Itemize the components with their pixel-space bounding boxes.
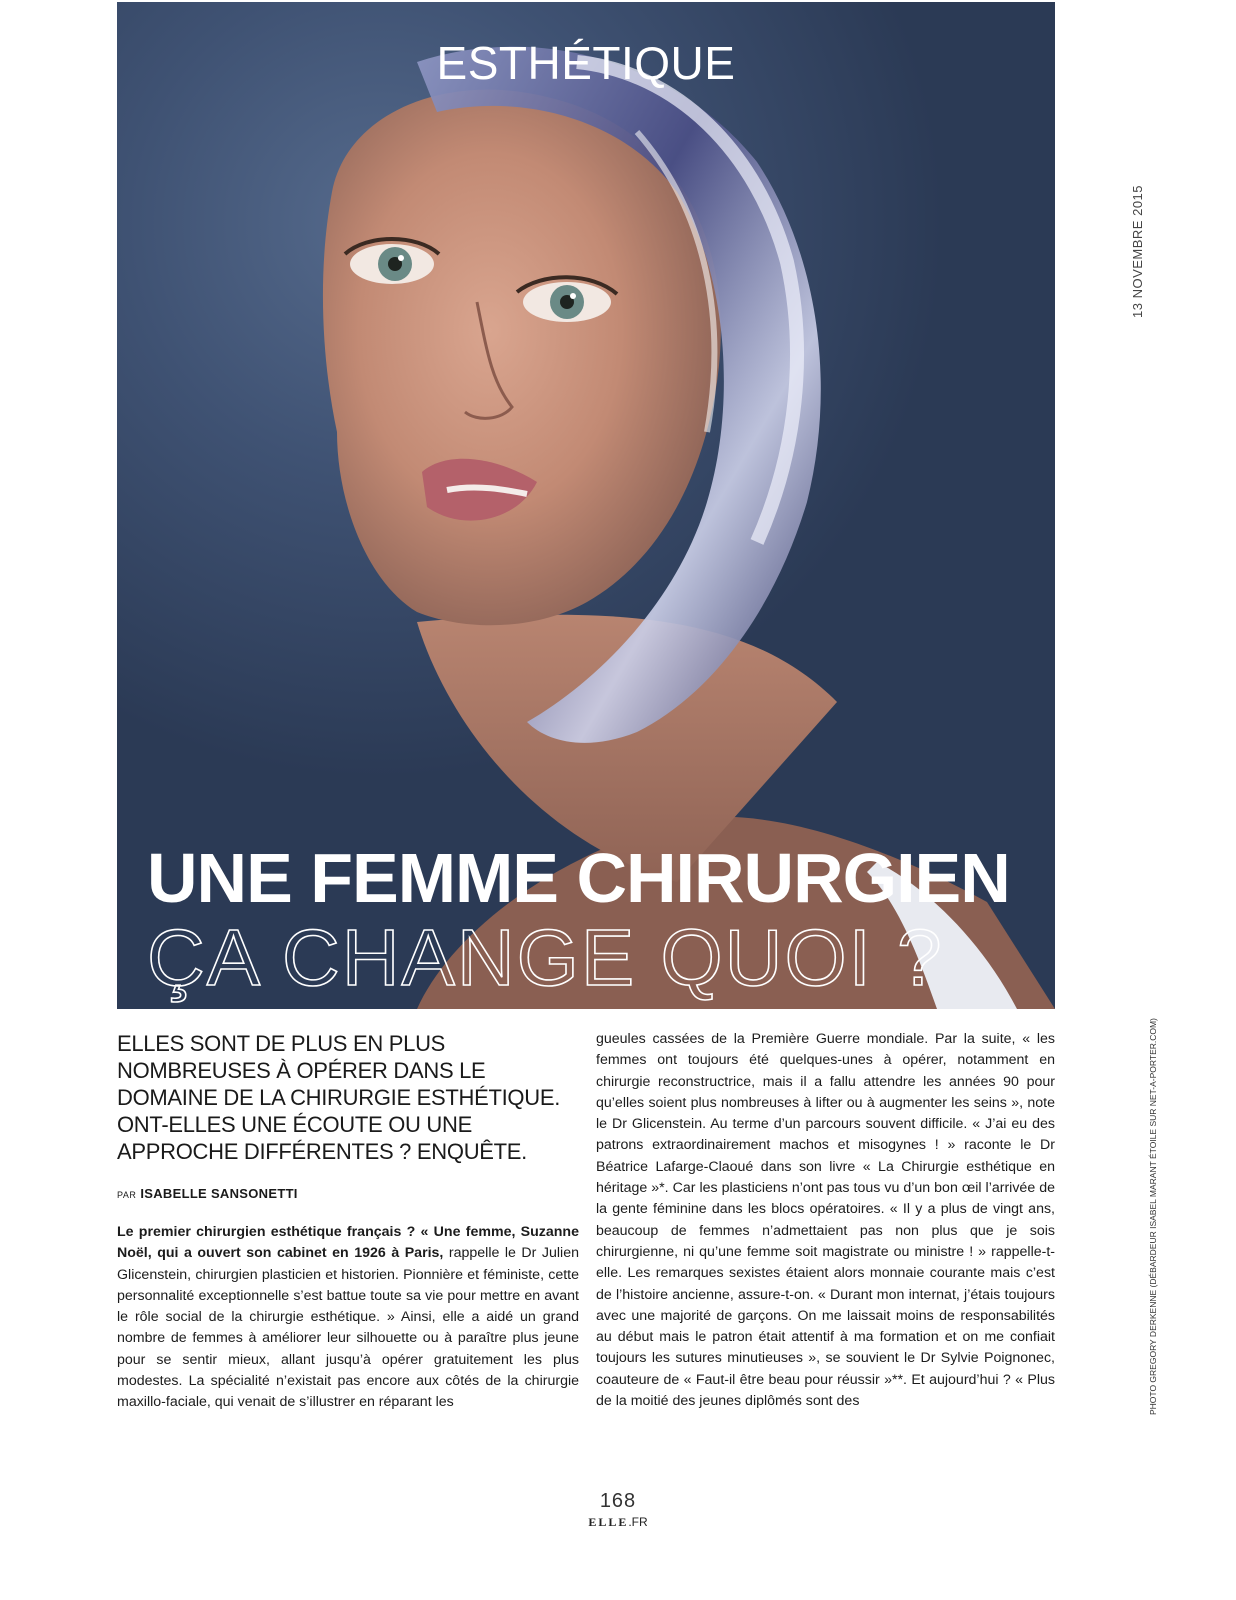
headline-line-1: UNE FEMME CHIRURGIEN <box>147 839 1010 917</box>
issue-date <box>1130 118 1150 318</box>
lead-paragraph-text: rappelle le Dr Julien Glicenstein, chirurgien plasticien et historien. Pionnière et féministe, cette personnalité exceptionnelle s’est battue toute sa vie pour mettre en avant le rôle social de la chirurgie esthétique. » Ainsi, elle a aidé un grand nombre de femmes à améliorer leur silhouette ou à paraître plus jeune pour se sentir mieux, allant jusqu’à opérer gratuitement les plus modestes. La spécialité n’existait pas encore aux côtés de la chirurgie maxillo-faciale, qui venait de s’illustrer en réparant les <box>117 1245 579 1411</box>
lead-paragraph-bold: Le premier chirurgien esthétique français ? « Une femme, Suzanne Noël, qui a ouvert son cabinet en 1926 à Paris, <box>117 1224 579 1262</box>
brand-name: ELLE <box>588 1515 629 1529</box>
article-intro: ELLES SONT DE PLUS EN PLUS NOMBREUSES À OPÉRER DANS LE DOMAINE DE LA CHIRURGIE ESTHÉTIQUE. ONT-ELLES UNE ÉCOUTE OU UNE APPROCHE DIFFÉRENTES ? ENQUÊTE. <box>117 1031 561 1164</box>
issue-date-text: 13 NOVEMBRE 2015 <box>1130 184 1145 318</box>
article-body-column-left <box>117 1222 579 1414</box>
magazine-brand <box>0 1515 1236 1530</box>
byline <box>117 1186 298 1201</box>
page-number: 168 <box>599 1490 637 1512</box>
body-paragraph: gueules cassées de la Première Guerre mondiale. Par la suite, « les femmes ont toujours été quelques-unes à opérer, notamment en chirurgie reconstructrice, mais il a fallu attendre les années 90 pour qu’elles soient plus nombreuses à lifter ou à augmenter les seins », note le Dr Glicenstein. Au terme d’un parcours souvent difficile. « J’ai eu des patrons extraordinairement machos et misogynes ! » raconte le Dr Béatrice Lafarge-Claoué dans son livre « La Chirurgie esthétique en héritage »*. Car les plasticiens n’ont pas tous vu d’un bon œil l’arrivée de la gente féminine dans les blocs opératoires. « Il y a plus de vingt ans, beaucoup de femmes n’admettaient pas non plus que je sois chirurgienne, ni qu’une femme soit magistrate ou ministre ! » rappelle-t-elle. Les remarques sexistes étaient alors monnaie courante mais c’est de l’histoire ancienne, assure-t-on. « Durant mon internat, j’étais toujours avec une majorité de garçons. On me laissait moins de responsabilités au début mais le patron était attentif à ma formation et on me confiait toujours les sutures minutieuses », se souvient le Dr Sylvie Poignonec, coauteure de « Faut-il être beau pour réussir »**. Et aujourd’hui ? « Plus de la moitié des jeunes diplômés sont des <box>596 1031 1055 1410</box>
section-rubric: ESTHÉTIQUE <box>436 37 736 89</box>
headline-line-2: ÇA CHANGE QUOI ? <box>147 913 944 1002</box>
brand-domain: .FR <box>628 1515 648 1529</box>
hero-photo <box>117 2 1055 1009</box>
byline-prefix: PAR <box>117 1190 137 1200</box>
article-body-column-right <box>596 1029 1055 1412</box>
photo-credit-text: PHOTO GREGORY DERKENNE (DÉBARDEUR ISABEL MARANT ÉTOILE SUR NET-A-PORTER.COM) <box>1148 1018 1158 1415</box>
byline-author: ISABELLE SANSONETTI <box>140 1186 298 1201</box>
photo-credit <box>1148 1010 1164 1415</box>
